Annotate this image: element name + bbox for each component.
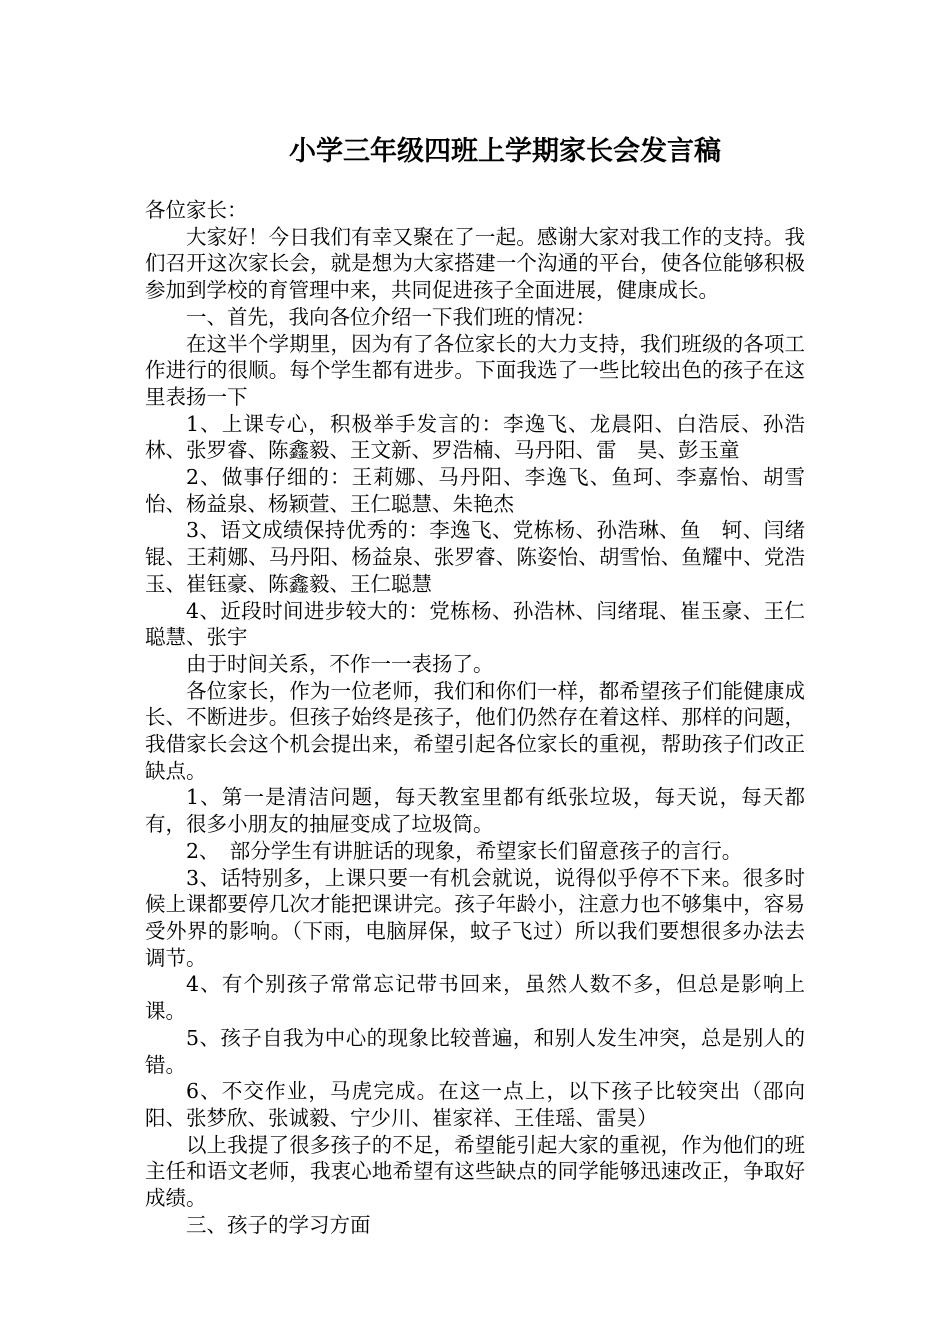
paragraph: 各位家长，作为一位老师，我们和你们一样，都希望孩子们能健康成长、不断进步。但孩子始终是孩子，他们仍然存在着这样、那样的问题，我借家长会这个机会提出来，希望引起各位家长的重视，帮助孩子们改正缺点。 xyxy=(145,678,805,783)
paragraph: 以上我提了很多孩子的不足，希望能引起大家的重视，作为他们的班主任和语文老师，我衷心地希望有这些缺点的同学能够迅速改正，争取好成绩。 xyxy=(145,1132,805,1211)
paragraph: 6、不交作业，马虎完成。在这一点上，以下孩子比较突出（邵向阳、张梦欣、张诚毅、宁少川、崔家祥、王佳瑶、雷昊） xyxy=(145,1079,805,1130)
paragraph: 1、上课专心，积极举手发言的：李逸飞、龙晨阳、白浩辰、孙浩林、张罗睿、陈鑫毅、王文新、罗浩楠、马丹阳、雷 昊、彭玉童 xyxy=(145,411,805,463)
paragraph: 大家好！今日我们有幸又聚在了一起。感谢大家对我工作的支持。我们召开这次家长会，就是想为大家搭建一个沟通的平台，使各位能够积极参加到学校的育管理中来，共同促进孩子全面进展，健康成长。 xyxy=(145,224,805,303)
paragraph: 4、近段时间进步较大的：党栋杨、孙浩林、闫绪琨、崔玉豪、王仁聪慧、张宇 xyxy=(145,598,805,650)
paragraph: 2、做事仔细的：王莉娜、马丹阳、李逸飞、鱼珂、李嘉怡、胡雪怡、杨益泉、杨颖萱、王仁聪慧、朱艳杰 xyxy=(145,465,805,516)
document-body xyxy=(145,197,805,1238)
paragraph: 三、孩子的学习方面 xyxy=(186,1212,371,1237)
paragraph: 3、语文成绩保持优秀的：李逸飞、党栋杨、孙浩琳、鱼 轲、闫绪锟、王莉娜、马丹阳、杨益泉、张罗睿、陈姿怡、胡雪怡、鱼耀中、党浩玉、崔钰豪、陈鑫毅、王仁聪慧 xyxy=(145,518,805,596)
salutation: 各位家长： xyxy=(145,198,248,222)
paragraph: 5、孩子自我为中心的现象比较普遍，和别人发生冲突，总是别人的错。 xyxy=(145,1025,805,1077)
paragraph: 1、第一是清洁问题，每天教室里都有纸张垃圾，每天说，每天都有，很多小朋友的抽屉变成了垃圾筒。 xyxy=(145,785,805,837)
paragraph: 2、 部分学生有讲脏话的现象，希望家长们留意孩子的言行。 xyxy=(186,838,743,863)
paragraph: 一、首先，我向各位介绍一下我们班的情况： xyxy=(186,304,596,329)
paragraph: 3、话特别多，上课只要一有机会就说，说得似乎停不下来。很多时候上课都要停几次才能把课讲完。孩子年龄小，注意力也不够集中，容易受外界的影响。（下雨，电脑屏保，蚊子飞过）所以我们要想很多办法去调节。 xyxy=(145,865,805,970)
paragraph: 在这半个学期里，因为有了各位家长的大力支持，我们班级的各项工作进行的很顺。每个学生都有进步。下面我选了一些比较出色的孩子在这里表扬一下 xyxy=(145,331,805,409)
document-title: 小学三年级四班上学期家长会发言稿 xyxy=(289,136,721,167)
paragraph: 由于时间关系，不作一一表扬了。 xyxy=(186,651,494,676)
paragraph: 4、有个别孩子常常忘记带书回来，虽然人数不多，但总是影响上课。 xyxy=(145,972,805,1024)
